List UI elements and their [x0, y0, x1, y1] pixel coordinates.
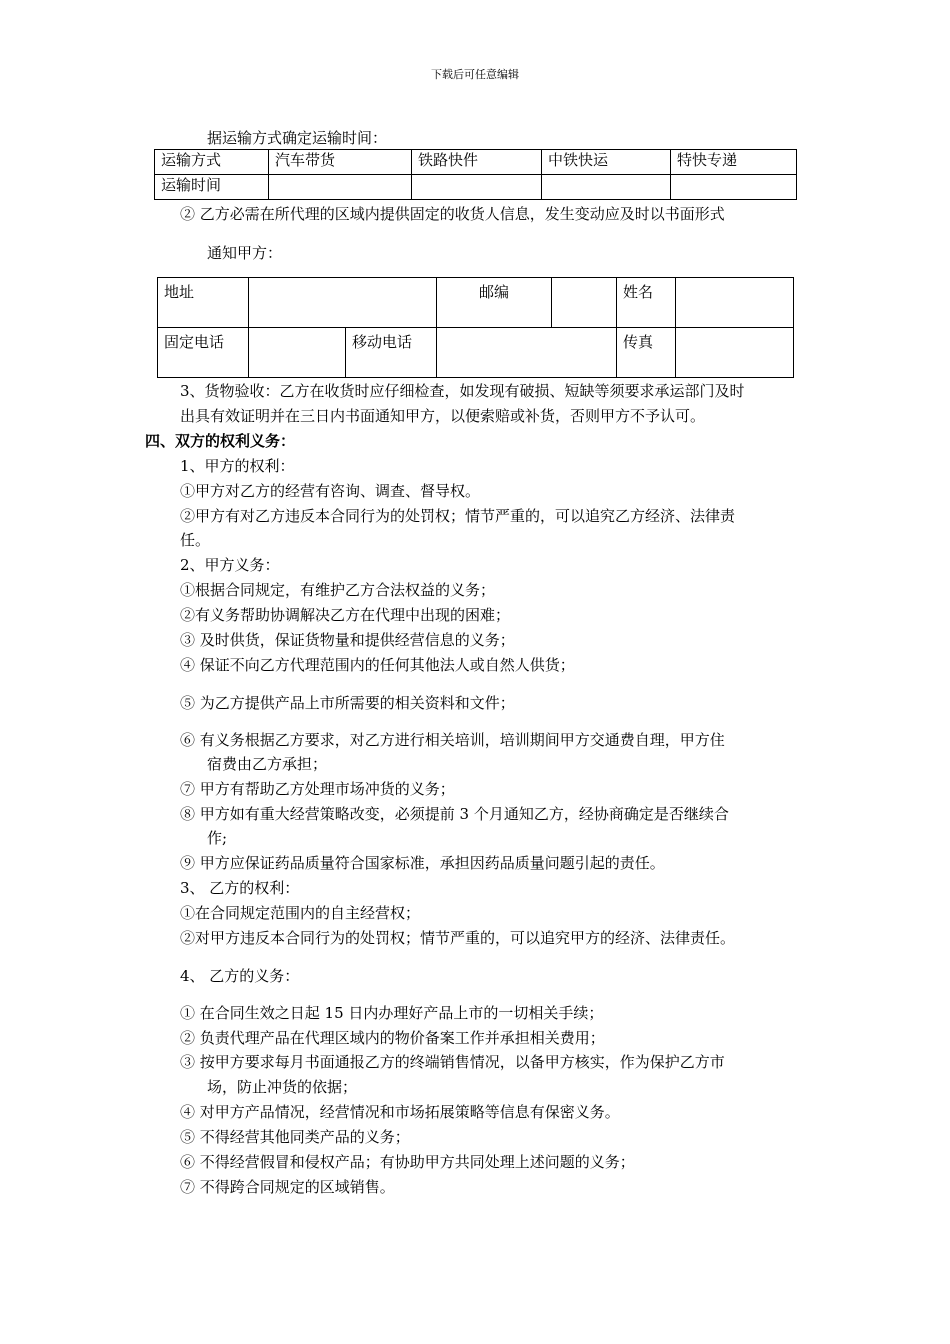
party-a-duties-item: ③ 及时供货，保证货物量和提供经营信息的义务；: [180, 631, 515, 649]
party-b-rights-heading: 3、 乙方的权利：: [180, 879, 300, 897]
party-a-rights-item: ②甲方有对乙方违反本合同行为的处罚权；情节严重的，可以追究乙方经济、法律责: [180, 507, 736, 525]
transport-table-cell: 特快专递: [671, 150, 797, 175]
transport-table-cell: 中铁快运: [542, 150, 671, 175]
page-header: 下载后可任意编辑: [431, 68, 519, 81]
transport-table-cell: 铁路快件: [412, 150, 542, 175]
party-a-duties-heading: 2、甲方义务：: [180, 556, 280, 574]
party-b-rights-item: ①在合同规定范围内的自主经营权；: [180, 904, 421, 922]
transport-intro: 据运输方式确定运输时间：: [207, 129, 388, 147]
party-b-duties-item: ⑦ 不得跨合同规定的区域销售。: [180, 1178, 395, 1196]
transport-table-cell: [542, 175, 671, 200]
party-a-rights-heading: 1、甲方的权利：: [180, 457, 295, 475]
name-value-cell: [676, 278, 794, 328]
consignee-table-row: [158, 278, 794, 328]
address-value-cell: [249, 278, 437, 328]
address-label: 地址: [158, 278, 249, 328]
name-label: 姓名: [617, 278, 676, 328]
party-a-duties-item: ②有义务帮助协调解决乙方在代理中出现的困难；: [180, 606, 511, 624]
fax-value-cell: [676, 328, 794, 378]
party-b-duties-heading: 4、 乙方的义务：: [180, 967, 300, 985]
consignee-line-2: 通知甲方：: [207, 244, 283, 262]
party-a-duties-item: ⑤ 为乙方提供产品上市所需要的相关资料和文件；: [180, 694, 515, 712]
party-b-duties-item: ② 负责代理产品在代理区域内的物价备案工作并承担相关费用；: [180, 1029, 605, 1047]
party-b-duties-item: ① 在合同生效之日起 15 日内办理好产品上市的一切相关手续；: [180, 1004, 604, 1022]
transport-table-cell: [269, 175, 412, 200]
party-a-duties-item-cont: 宿费由乙方承担；: [207, 755, 328, 773]
party-b-duties-item: ③ 按甲方要求每月书面通报乙方的终端销售情况，以备甲方核实，作为保护乙方市: [180, 1053, 725, 1071]
party-a-duties-item: ①根据合同规定，有维护乙方合法权益的义务；: [180, 581, 496, 599]
party-b-duties-item-cont: 场，防止冲货的依据；: [207, 1078, 358, 1096]
party-b-duties-item: ④ 对甲方产品情况，经营情况和市场拓展策略等信息有保密义务。: [180, 1103, 620, 1121]
party-a-duties-item-cont: 作;: [207, 829, 228, 847]
mobile-value-cell: [437, 328, 617, 378]
transport-table-cell: [671, 175, 797, 200]
section-4-title: 四、双方的权利义务：: [145, 432, 296, 450]
transport-time-table: [154, 149, 797, 200]
party-a-rights-item: ①甲方对乙方的经营有咨询、调查、督导权。: [180, 482, 481, 500]
consignee-line-1: ② 乙方必需在所代理的区域内提供固定的收货人信息，发生变动应及时以书面形式: [180, 205, 725, 223]
postcode-value-cell: [552, 278, 617, 328]
landline-value-cell: [249, 328, 346, 378]
consignee-table-row: [158, 328, 794, 378]
party-a-duties-item: ④ 保证不向乙方代理范围内的任何其他法人或自然人供货；: [180, 656, 575, 674]
inspection-line-1: 3、货物验收：乙方在收货时应仔细检查，如发现有破损、短缺等须要求承运部门及时: [180, 382, 745, 400]
party-a-duties-item: ⑧ 甲方如有重大经营策略改变，必须提前 3 个月通知乙方，经协商确定是否继续合: [180, 805, 729, 823]
party-b-rights-item: ②对甲方违反本合同行为的处罚权；情节严重的，可以追究甲方的经济、法律责任。: [180, 929, 736, 947]
party-b-duties-item: ⑥ 不得经营假冒和侵权产品；有协助甲方共同处理上述问题的义务；: [180, 1153, 635, 1171]
transport-table-cell: 汽车带货: [269, 150, 412, 175]
landline-label: 固定电话: [158, 328, 249, 378]
transport-table-cell: [412, 175, 542, 200]
fax-label: 传真: [617, 328, 676, 378]
transport-table-row: [155, 175, 797, 200]
party-a-duties-item: ⑥ 有义务根据乙方要求，对乙方进行相关培训，培训期间甲方交通费自理，甲方住: [180, 731, 725, 749]
transport-table-cell: 运输方式: [155, 150, 269, 175]
consignee-info-table: [157, 277, 794, 378]
party-a-rights-item-cont: 任。: [180, 531, 211, 549]
transport-table-cell: 运输时间: [155, 175, 269, 200]
transport-table-row: [155, 150, 797, 175]
party-b-duties-item: ⑤ 不得经营其他同类产品的义务；: [180, 1128, 410, 1146]
mobile-label: 移动电话: [346, 328, 437, 378]
inspection-line-2: 出具有效证明并在三日内书面通知甲方，以便索赔或补货，否则甲方不予认可。: [180, 407, 706, 425]
party-a-duties-item: ⑦ 甲方有帮助乙方处理市场冲货的义务；: [180, 780, 455, 798]
postcode-label: 邮编: [437, 278, 552, 328]
party-a-duties-item: ⑨ 甲方应保证药品质量符合国家标准，承担因药品质量问题引起的责任。: [180, 854, 665, 872]
